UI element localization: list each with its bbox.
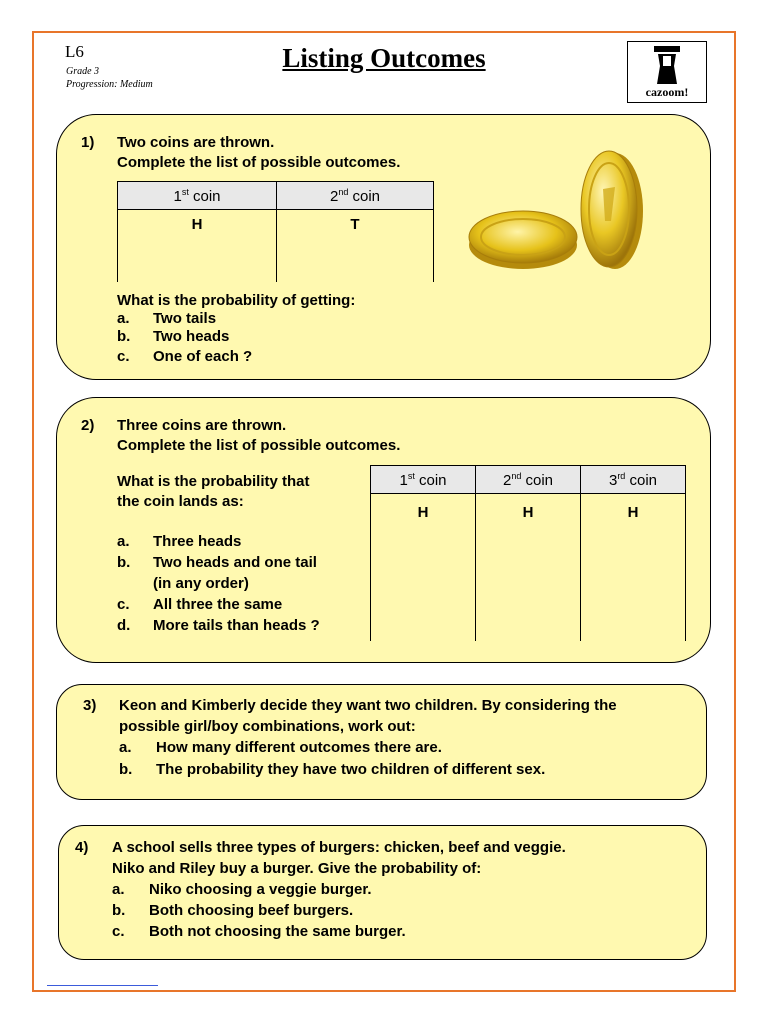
q2-col3-header: 3rd coin [581,466,686,494]
grade-label: Grade 3 [66,66,100,77]
question-1-box [56,114,711,380]
q2-prompt-line1: What is the probability that [117,473,310,490]
q3-item-text: The probability they have two children of different sex. [156,761,546,778]
footer-link[interactable] [47,985,158,986]
q4-item-letter: a. [112,881,125,898]
gold-coins-image [465,147,655,277]
q2-prompt-line2: the coin lands as: [117,493,244,510]
lighthouse-icon [628,44,706,88]
q3-item-letter: a. [119,739,132,756]
q2-item-text: More tails than heads ? [153,617,320,634]
logo-text: cazoom! [645,85,689,99]
question-3-box [56,684,707,800]
q4-item-letter: b. [112,902,126,919]
q2-cell-col3: H [581,494,686,641]
q2-item-letter: b. [117,554,131,571]
q4-line1: A school sells three types of burgers: chicken, beef and veggie. [112,839,566,856]
q2-line2: Complete the list of possible outcomes. [117,437,401,454]
q1-outcome-table [117,181,434,282]
q1-col2-header: 2nd coin [277,182,434,210]
q4-number: 4) [75,839,89,856]
q2-outcome-table [370,465,686,641]
q1-number: 1) [81,134,95,151]
q1-item-text: One of each ? [153,348,253,365]
q4-item-text: Both choosing beef burgers. [149,902,354,919]
q1-item-text: Two tails [153,310,217,327]
q3-line1: Keon and Kimberly decide they want two children. By considering the [119,697,617,714]
q1-line2: Complete the list of possible outcomes. [117,154,401,171]
q2-col2-header: 2nd coin [476,466,581,494]
q2-number: 2) [81,417,95,434]
q3-line2: possible girl/boy combinations, work out: [119,718,416,735]
q1-prompt: What is the probability of getting: [117,292,356,309]
q2-cell-col2: H [476,494,581,641]
q4-line2: Niko and Riley buy a burger. Give the probability of: [112,860,482,877]
q2-item-text: Three heads [153,533,242,550]
q2-item-letter: a. [117,533,130,550]
q2-item-text: (in any order) [153,575,249,592]
question-2-box [56,397,711,663]
q4-item-text: Niko choosing a veggie burger. [149,881,372,898]
q2-item-text: Two heads and one tail [153,554,317,571]
q3-item-text: How many different outcomes there are. [156,739,442,756]
q2-cell-col1: H [371,494,476,641]
q4-item-letter: c. [112,923,125,940]
cazoom-logo [627,41,707,103]
q2-item-letter: d. [117,617,131,634]
level-label: L6 [65,42,84,61]
q1-line1: Two coins are thrown. [117,134,275,151]
page-title: Listing Outcomes [282,43,486,73]
q3-number: 3) [83,697,97,714]
q1-cell-t: T [277,210,434,282]
q2-item-text: All three the same [153,596,283,613]
q1-item-text: Two heads [153,328,230,345]
q1-cell-h: H [118,210,277,282]
q2-col1-header: 1st coin [371,466,476,494]
question-4-box [58,825,707,960]
q4-item-text: Both not choosing the same burger. [149,923,406,940]
q1-item-letter: c. [117,348,130,365]
q3-item-letter: b. [119,761,133,778]
q1-item-letter: b. [117,328,131,345]
q1-item-letter: a. [117,310,130,327]
q2-line1: Three coins are thrown. [117,417,287,434]
q2-item-letter: c. [117,596,130,613]
progression-label: Progression: Medium [66,79,153,90]
q1-col1-header: 1st coin [118,182,277,210]
